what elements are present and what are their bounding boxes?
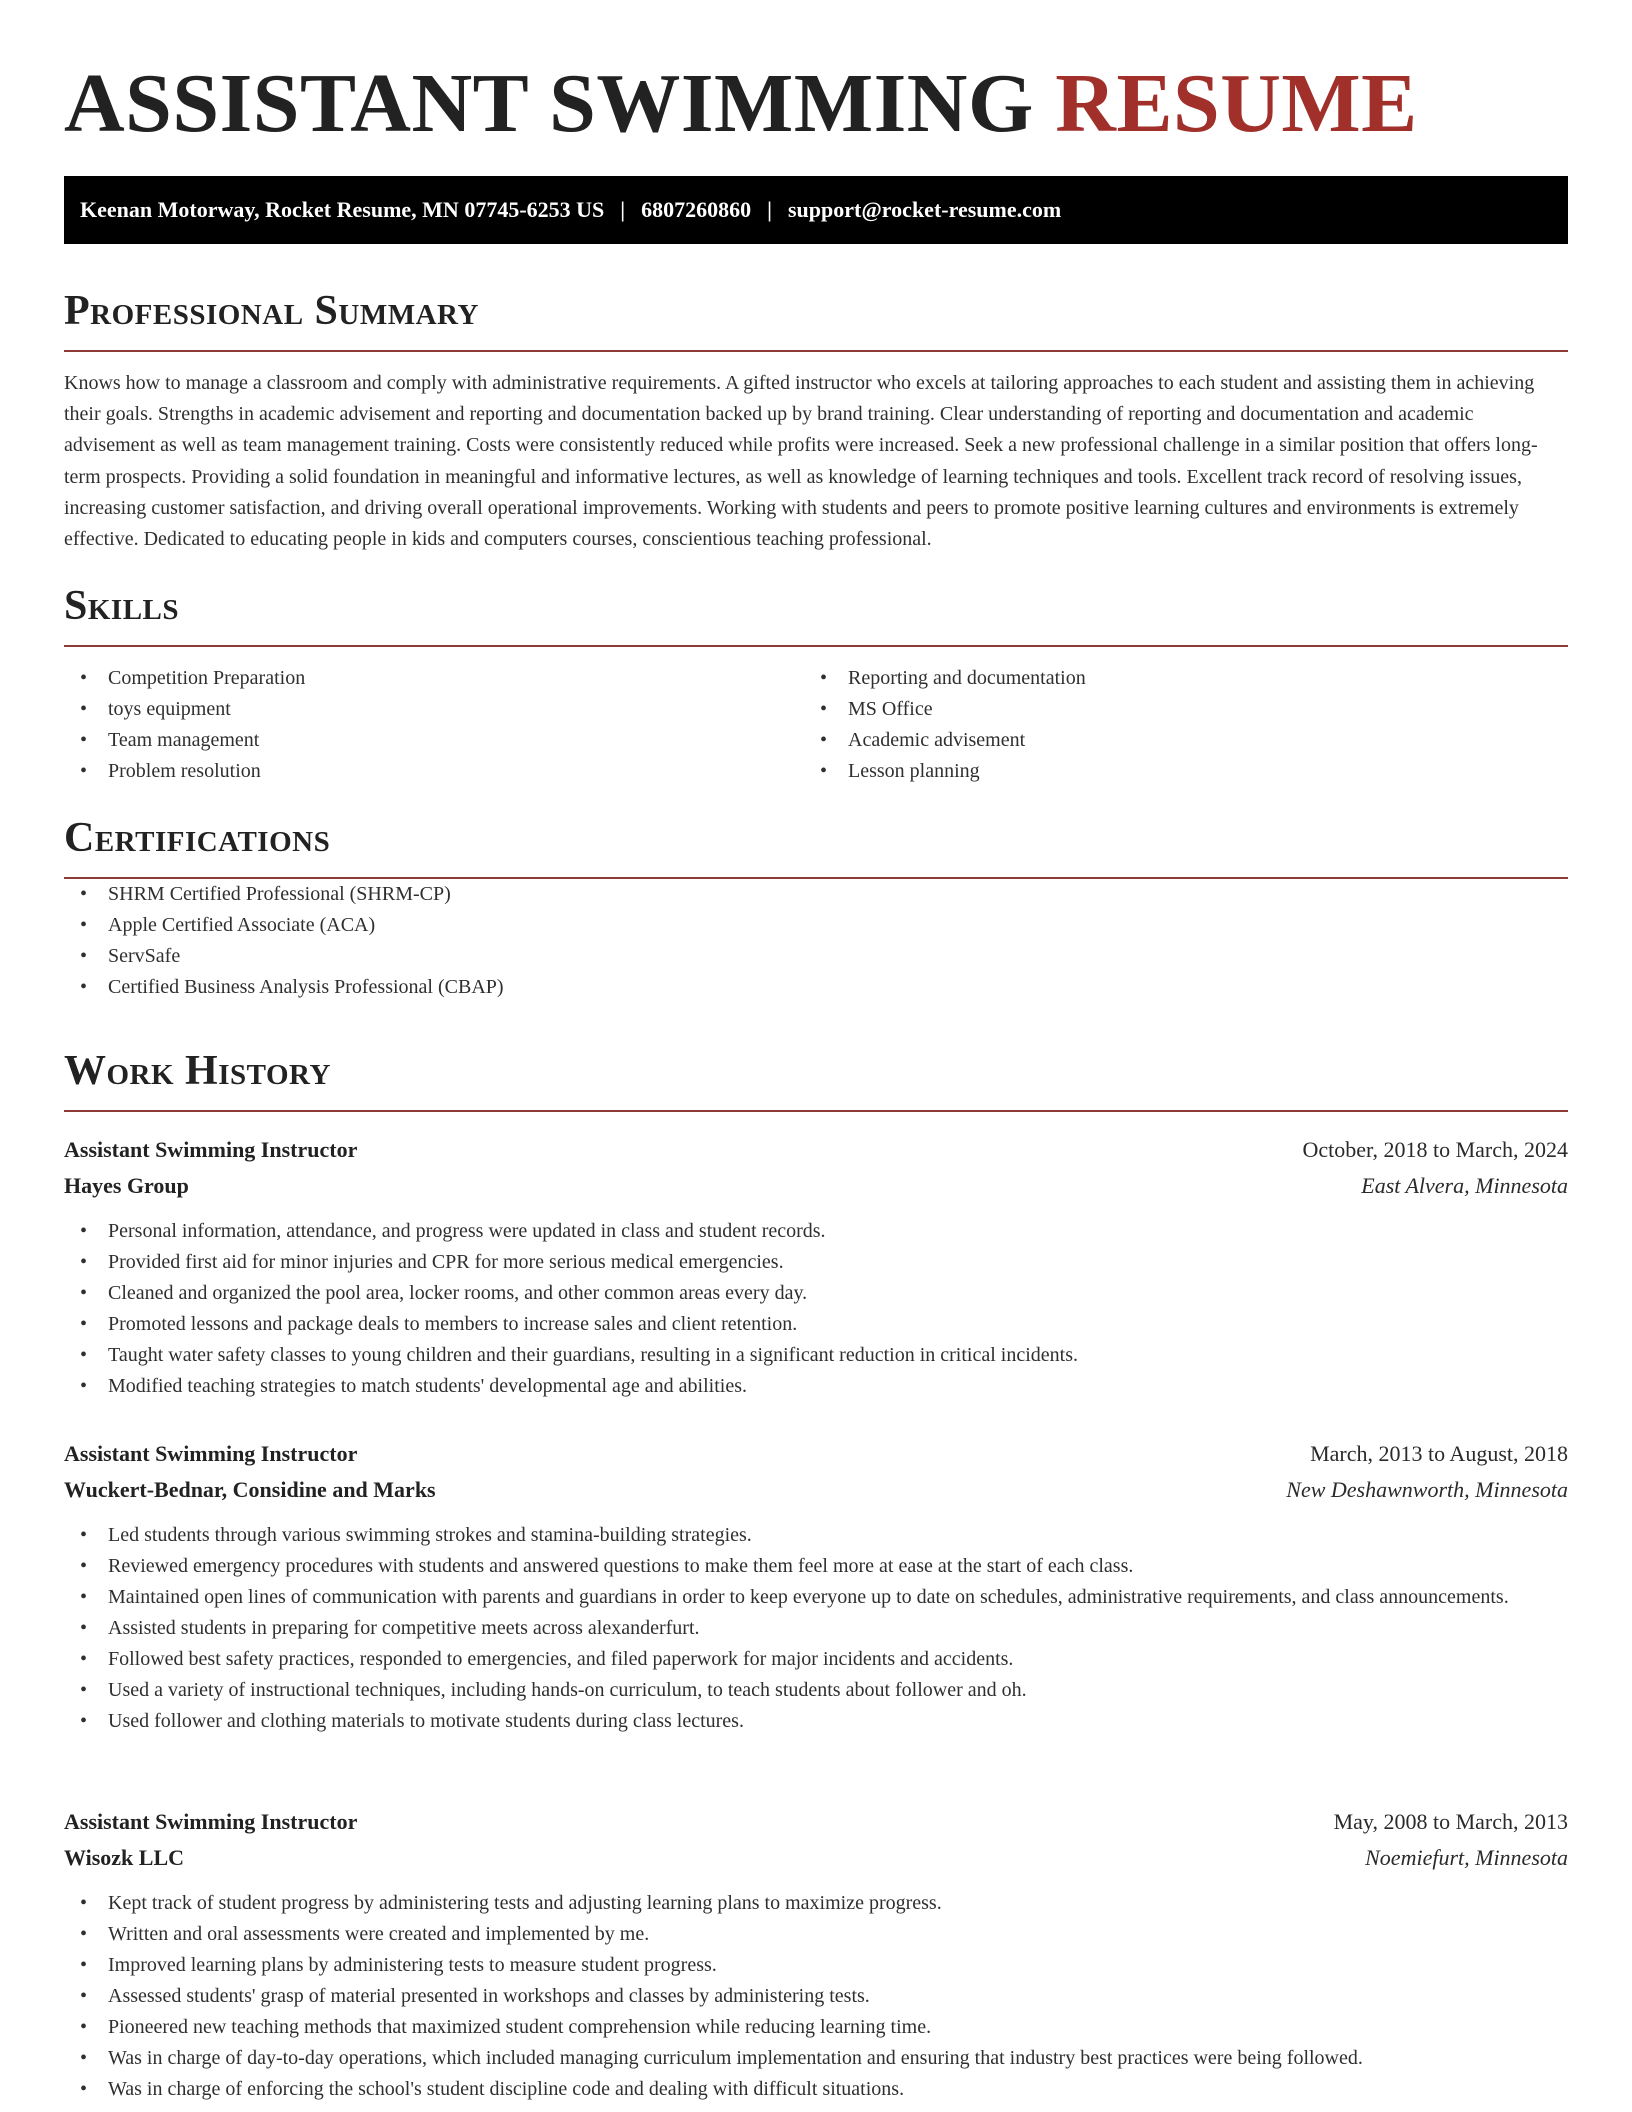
job-duty: • Pioneered new teaching methods that maximized student comprehension while reducing learning time. (64, 2012, 1568, 2043)
job-location: New Deshawnworth, Minnesota (1286, 1477, 1568, 1502)
job-duty: • Personal information, attendance, and progress were updated in class and student records. (64, 1216, 1568, 1247)
certification-item: • Certified Business Analysis Professional (CBAP) (64, 972, 1568, 1003)
skills-list-left (64, 663, 804, 787)
contact-address: Keenan Motorway, Rocket Resume, MN 07745-6253 US (80, 197, 605, 222)
contact-bar (64, 176, 1568, 244)
job-dates: March, 2013 to August, 2018 (1310, 1441, 1568, 1466)
skill-item: • toys equipment (64, 694, 804, 725)
skill-item: • Academic advisement (804, 725, 1544, 756)
job-duty: • Reviewed emergency procedures with students and answered questions to make them feel more at ease at the start of each class. (64, 1551, 1568, 1582)
job-duty: • Led students through various swimming strokes and stamina-building strategies. (64, 1520, 1568, 1551)
certifications-heading: Certifications (64, 815, 331, 861)
certification-item: • SHRM Certified Professional (SHRM-CP) (64, 879, 1568, 910)
job-duty: • Assessed students' grasp of material presented in workshops and classes by administering tests. (64, 1981, 1568, 2012)
job-duty: • Promoted lessons and package deals to members to increase sales and client retention. (64, 1309, 1568, 1340)
job-duty: • Maintained open lines of communication with parents and guardians in order to keep everyone up to date on schedules, administrative requirements, and class announcements. (64, 1582, 1568, 1613)
section-divider (64, 1110, 1568, 1112)
job-title: Assistant Swimming Instructor (64, 1809, 358, 1834)
job-location: Noemiefurt, Minnesota (1365, 1845, 1568, 1870)
skill-item: • Problem resolution (64, 756, 804, 787)
certification-item: • Apple Certified Associate (ACA) (64, 910, 1568, 941)
job-title: Assistant Swimming Instructor (64, 1137, 358, 1162)
certifications-list (64, 879, 1568, 1003)
resume-title (64, 58, 1418, 150)
job-duty: • Used a variety of instructional techniques, including hands-on curriculum, to teach students about follower and oh. (64, 1675, 1568, 1706)
job-dates: May, 2008 to March, 2013 (1333, 1809, 1568, 1834)
certification-item: • ServSafe (64, 941, 1568, 972)
job-duty: • Was in charge of enforcing the school's student discipline code and dealing with difficult situations. (64, 2074, 1568, 2105)
job-duty: • Provided first aid for minor injuries and CPR for more serious medical emergencies. (64, 1247, 1568, 1278)
summary-text: Knows how to manage a classroom and comply with administrative requirements. A gifted instructor who excels at tailoring approaches to each student and assisting them in achieving their goals. Strengths in academic advisement and reporting and documentation backed up by brand training. Clear understanding of reporting and documentation and academic advisement as well as team management training. Costs were consistently reduced while profits were increased. Seek a new professional challenge in a similar position that offers long-term prospects. Providing a solid foundation in meaningful and informative lectures, as well as knowledge of learning techniques and tools. Excellent track record of resolving issues, increasing customer satisfaction, and driving overall operational improvements. Working with students and peers to promote positive learning cultures and environments is extremely effective. Dedicated to educating people in kids and computers courses, conscientious teaching professional. (64, 372, 1538, 551)
job-company: Wisozk LLC (64, 1845, 185, 1870)
skill-item: • Team management (64, 725, 804, 756)
job-duty: • Improved learning plans by administering tests to measure student progress. (64, 1950, 1568, 1981)
summary-heading: Professional Summary (64, 288, 479, 334)
job-dates: October, 2018 to March, 2024 (1302, 1137, 1568, 1162)
skill-item: • MS Office (804, 694, 1544, 725)
summary-section (64, 286, 1568, 555)
job-duty: • Assisted students in preparing for competitive meets across alexanderfurt. (64, 1613, 1568, 1644)
job-duty: • Used follower and clothing materials to motivate students during class lectures. (64, 1706, 1568, 1737)
job-duties-list (64, 1888, 1568, 2105)
contact-separator: | (620, 197, 626, 222)
job-duties-list (64, 1520, 1568, 1737)
job-title: Assistant Swimming Instructor (64, 1441, 358, 1466)
title-main: ASSISTANT SWIMMING (64, 57, 1034, 150)
job-location: East Alvera, Minnesota (1361, 1173, 1568, 1198)
job-entry (64, 1804, 1568, 2105)
job-duty: • Taught water safety classes to young children and their guardians, resulting in a significant reduction in critical incidents. (64, 1340, 1568, 1371)
skills-section (64, 581, 1568, 787)
job-duty: • Was in charge of day-to-day operations, which included managing curriculum implementation and ensuring that industry best practices were being followed. (64, 2043, 1568, 2074)
skills-list-right (804, 663, 1544, 787)
section-divider (64, 645, 1568, 647)
job-duty: • Kept track of student progress by administering tests and adjusting learning plans to maximize progress. (64, 1888, 1568, 1919)
job-duty: • Followed best safety practices, responded to emergencies, and filed paperwork for major incidents and accidents. (64, 1644, 1568, 1675)
skill-item: • Reporting and documentation (804, 663, 1544, 694)
contact-phone: 6807260860 (641, 197, 752, 222)
job-duty: • Written and oral assessments were created and implemented by me. (64, 1919, 1568, 1950)
contact-separator: | (767, 197, 772, 222)
work-history-heading: Work History (64, 1048, 331, 1094)
title-accent: RESUME (1055, 57, 1418, 150)
work-history-section (64, 1046, 1568, 1112)
job-duties-list (64, 1216, 1568, 1402)
job-entry (64, 1132, 1568, 1402)
job-entry (64, 1436, 1568, 1737)
section-divider (64, 350, 1568, 352)
job-duty: • Cleaned and organized the pool area, locker rooms, and other common areas every day. (64, 1278, 1568, 1309)
skill-item: • Lesson planning (804, 756, 1544, 787)
skill-item: • Competition Preparation (64, 663, 804, 694)
job-duty: • Modified teaching strategies to match students' developmental age and abilities. (64, 1371, 1568, 1402)
skills-grid (64, 663, 1568, 787)
certifications-section (64, 813, 1568, 1003)
skills-heading: Skills (64, 583, 180, 629)
job-company: Hayes Group (64, 1173, 189, 1198)
job-company: Wuckert-Bednar, Considine and Marks (64, 1477, 436, 1502)
contact-email: support@rocket-resume.com (787, 197, 1062, 222)
